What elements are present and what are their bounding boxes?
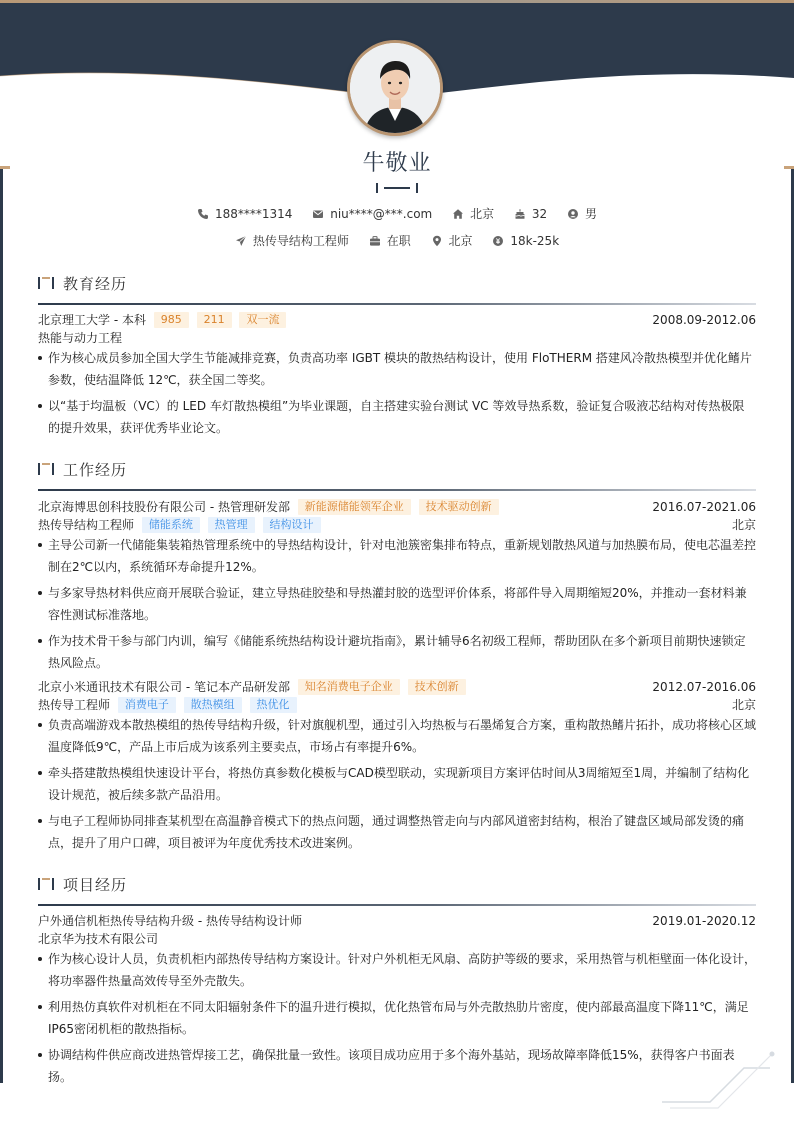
job-city: 北京 <box>731 518 756 532</box>
job-role: 热传导工程师 <box>38 698 111 712</box>
candidate-name: 牛敬业 <box>362 151 432 176</box>
role-tag: 热管理 <box>208 517 255 533</box>
expected-city-text: 北京 <box>448 234 473 248</box>
school-tag: 双一流 <box>239 312 286 328</box>
list-item: 作为核心设计人员，负责机柜内部热传导结构方案设计。针对户外机柜无风扇、高防护等级的要求，采用热管与机柜壁面一体化设计，将功率器件热量高效传导至外壳散失。 <box>38 948 756 992</box>
project-period: 2019.01-2020.12 <box>652 914 756 928</box>
city-item <box>452 205 494 222</box>
job-role: 热传导结构工程师 <box>38 518 135 532</box>
age-item <box>514 207 547 221</box>
major: 热能与动力工程 <box>38 331 123 345</box>
project-bullets <box>38 948 756 1092</box>
gender-item <box>567 205 597 222</box>
list-item: 负责高端游戏本散热模组的热传导结构升级，针对旗舰机型，通过引入均热板与石墨烯复合方案，重构散热鳍片拓扑，成功将核心区域温度降低9℃，产品上市后成为该系列主要卖点，市场占有率提升6%。 <box>38 714 756 758</box>
job-bullets <box>38 534 756 678</box>
list-item: 牵头搭建散热模组快速设计平台，将热仿真参数化模板与CAD模型联动，实现新项目方案评估时间从3周缩短至1周，并编制了结构化设计规范，被后续多款产品沿用。 <box>38 762 756 806</box>
phone-text: 188****1314 <box>214 206 293 221</box>
list-item: 作为核心成员参加全国大学生节能减排竞赛，负责高功率 IGBT 模块的散热结构设计，使用 FloTHERM 搭建风冷散热模型并优化鳍片参数，使结温降低 12℃，获全国二等奖。 <box>38 347 756 391</box>
education-school-row <box>38 311 756 329</box>
list-item: 协调结构件供应商改进热管焊接工艺，确保批量一致性。该项目成功应用于多个海外基站，现场故障率降低15%，获得客户书面表扬。 <box>38 1044 756 1088</box>
project-name: 户外通信机柜热传导结构升级 - 热传导结构设计师 <box>38 914 302 928</box>
name-ornament <box>376 183 418 193</box>
home-icon <box>452 208 464 220</box>
contact-row <box>0 205 794 223</box>
status-text: 在职 <box>386 234 411 248</box>
education-period: 2008.09-2012.06 <box>652 313 756 327</box>
project-rule <box>38 904 756 906</box>
gender-text: 男 <box>585 207 598 221</box>
education-bullets <box>38 347 756 443</box>
email-icon <box>312 208 324 220</box>
school-tag: 211 <box>197 312 232 328</box>
left-frame-rule <box>0 168 3 1083</box>
job-bullets <box>38 714 756 858</box>
job-period: 2016.07-2021.06 <box>652 500 756 514</box>
education-major-row <box>38 329 756 347</box>
briefcase-icon <box>369 235 381 247</box>
intention-row <box>0 232 794 250</box>
status-item <box>369 232 411 249</box>
education-title: 教育经历 <box>63 275 128 293</box>
job-company-row <box>38 498 756 516</box>
age-text: 32 <box>531 206 548 221</box>
avatar-photo <box>350 43 440 133</box>
email-text: niu****@***.com <box>330 206 433 221</box>
phone-item <box>197 207 292 221</box>
job-role-row <box>38 696 756 714</box>
company-tag: 技术创新 <box>408 679 466 695</box>
city-text: 北京 <box>470 207 495 221</box>
list-item: 与电子工程师协同排查某机型在高温静音模式下的热点问题，通过调整热管走向与内部风道密封结构，根治了键盘区域局部发烫的痛点，提升了用户口碑，项目被评为年度优秀技术改进案例。 <box>38 810 756 854</box>
section-mark-icon <box>38 277 56 289</box>
list-item: 利用热仿真软件对机柜在不同太阳辐射条件下的温升进行模拟，优化热管布局与外壳散热肋片密度，使内部最高温度下降11℃，满足IP65密闭机柜的散热指标。 <box>38 996 756 1040</box>
project-name-row <box>38 912 756 930</box>
job-period: 2012.07-2016.06 <box>652 680 756 694</box>
avatar-ring <box>347 40 443 136</box>
list-item: 主导公司新一代储能集装箱热管理系统中的导热结构设计，针对电池簇密集排布特点，重新规划散热风道与加热膜布局，使电芯温差控制在2℃以内，系统循环寿命提升12%。 <box>38 534 756 578</box>
phone-icon <box>197 208 209 220</box>
role-tag: 热优化 <box>250 697 297 713</box>
company-tag: 知名消费电子企业 <box>298 679 400 695</box>
list-item: 作为技术骨干参与部门内训，编写《储能系统热结构设计避坑指南》，累计辅导6名初级工程师，帮助团队在多个新项目前期快速锁定热风险点。 <box>38 630 756 674</box>
education-rule <box>38 303 756 305</box>
role-tag: 储能系统 <box>142 517 200 533</box>
role-tag: 结构设计 <box>263 517 321 533</box>
location-pin-icon <box>431 235 443 247</box>
list-item: 与多家导热材料供应商开展联合验证，建立导热硅胶垫和导热灌封胶的选型评价体系，将部件导入周期缩短20%，并推动一套材料兼容性测试标准落地。 <box>38 582 756 626</box>
section-mark-icon <box>38 878 56 890</box>
school-tag: 985 <box>154 312 189 328</box>
company-tag: 技术驱动创新 <box>419 499 499 515</box>
project-company: 北京华为技术有限公司 <box>38 932 159 946</box>
work-title: 工作经历 <box>63 461 128 479</box>
cake-icon <box>514 208 526 220</box>
company-tag: 新能源储能领军企业 <box>298 499 411 515</box>
money-icon <box>492 235 504 247</box>
work-rule <box>38 489 756 491</box>
salary-item <box>492 234 559 248</box>
role-tag: 散热模组 <box>184 697 242 713</box>
job-role-row <box>38 516 756 534</box>
gender-icon <box>567 208 579 220</box>
position-text: 热传导结构工程师 <box>252 234 349 248</box>
expected-city-item <box>431 232 473 249</box>
email-item <box>312 207 432 221</box>
position-item <box>235 232 349 249</box>
list-item: 以“基于均温板（VC）的 LED 车灯散热模组”为毕业课题，自主搭建实验台测试 VC 等效导热系数，验证复合吸液芯结构对传热极限的提升效果，获评优秀毕业论文。 <box>38 395 756 439</box>
project-title: 项目经历 <box>63 876 128 894</box>
company-name: 北京小米通讯技术有限公司 - 笔记本产品研发部 <box>38 680 290 694</box>
salary-text: 18k-25k <box>510 233 560 248</box>
send-icon <box>235 235 247 247</box>
project-company-row <box>38 930 756 948</box>
decorative-lines <box>660 1050 780 1110</box>
company-name: 北京海博思创科技股份有限公司 - 热管理研发部 <box>38 500 290 514</box>
section-mark-icon <box>38 463 56 475</box>
job-city: 北京 <box>731 698 756 712</box>
job-company-row <box>38 678 756 696</box>
role-tag: 消费电子 <box>118 697 176 713</box>
school-name: 北京理工大学 - 本科 <box>38 313 146 327</box>
avatar <box>350 43 440 133</box>
